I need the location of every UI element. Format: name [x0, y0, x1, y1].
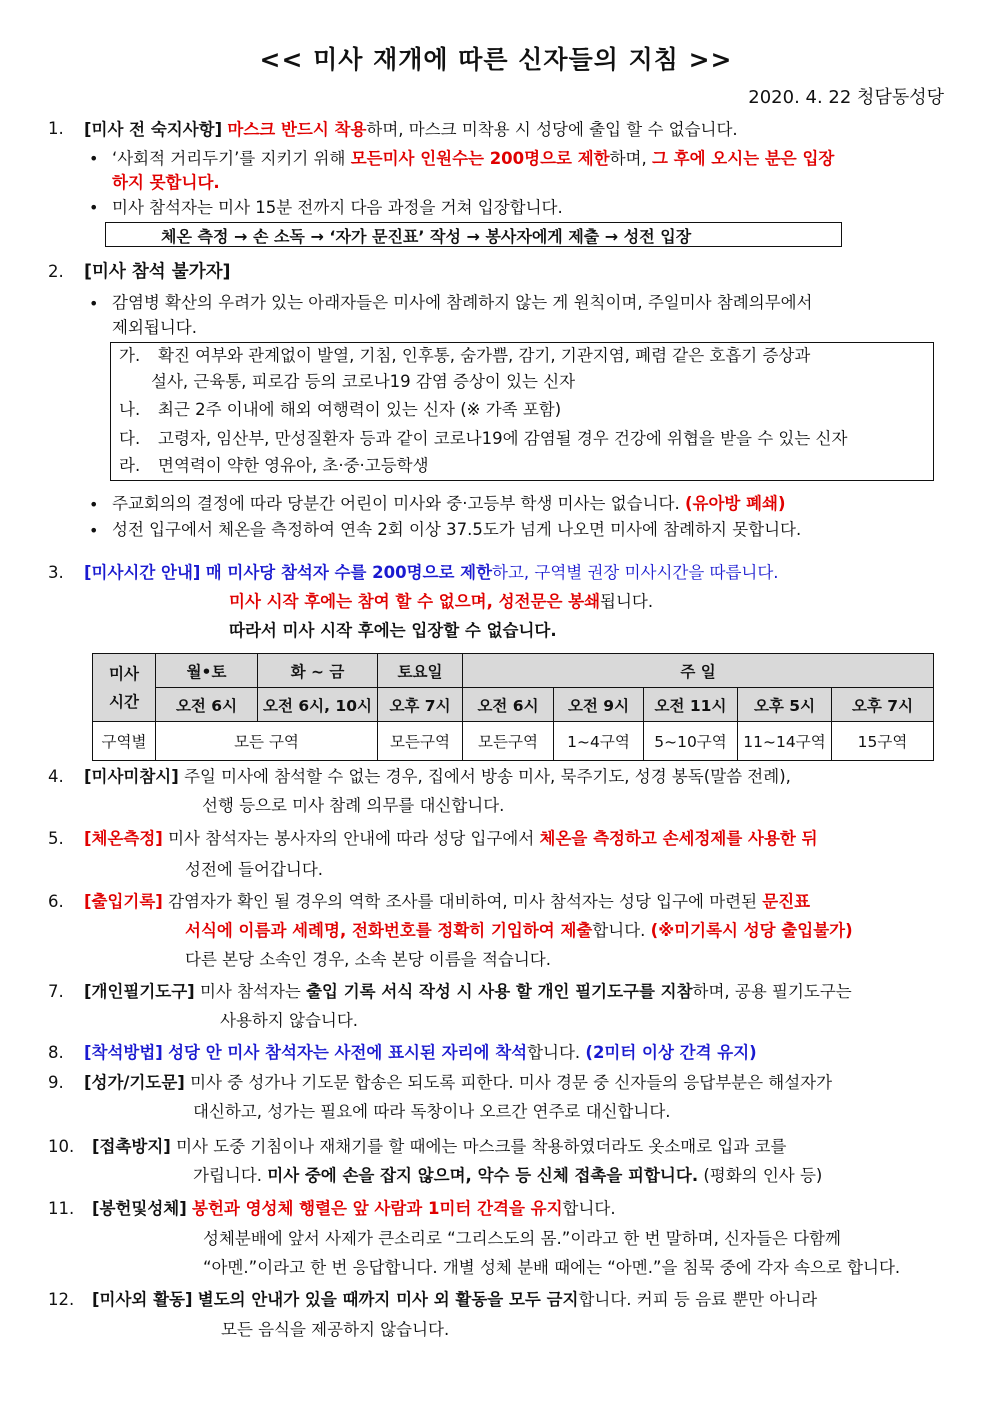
- body-text: 주일 미사에 참석할 수 없는 경우, 집에서 방송 미사, 묵주기도, 성경 봉독(말씀 전례),: [184, 767, 791, 786]
- excluded-list-box: [110, 342, 934, 481]
- section-tag: [성가/기도문]: [84, 1073, 185, 1092]
- table-header: 주 일: [463, 654, 934, 688]
- table-header: 시간: [109, 692, 139, 711]
- section-tag: [미사 참석 불가자]: [84, 262, 231, 282]
- body-text: 미사 중 성가나 기도문 합송은 되도록 피한다. 미사 경문 중 신자들의 응답부분은 해설자가: [190, 1073, 833, 1092]
- body-text-cont: “아멘.”이라고 한 번 응답합니다. 개별 성체 분배 때에는 “아멘.”을 침묵 중에 각자 속으로 합니다.: [203, 1258, 901, 1277]
- emphasis-blue: 성당 안 미사 참석자는 사전에 표시된 자리에 착석: [168, 1043, 528, 1062]
- table-cell: 11~14구역: [738, 722, 832, 761]
- section-number: 5.: [48, 829, 64, 848]
- emphasis-bold: 출입 기록 서식 작성 시 사용 할 개인 필기도구를 지참: [306, 982, 693, 1001]
- body-text: 미사 참석자는: [199, 982, 307, 1001]
- body-text: 미사 도중 기침이나 재채기를 할 때에는 마스크를 착용하였더라도 옷소매로 입과 코를: [176, 1137, 787, 1156]
- section-number: 6.: [48, 892, 64, 911]
- section-10-line: [92, 1136, 786, 1158]
- emphasis-red: (※미기록시 성당 출입불가): [650, 921, 853, 940]
- section-6-line-2: [185, 920, 853, 942]
- section-number: 8.: [48, 1043, 64, 1062]
- bullet-text: 미사 참석자는 미사 15분 전까지 다음 과정을 거쳐 입장합니다.: [112, 198, 563, 217]
- bullet-text: [112, 148, 834, 170]
- list-item-text: 고령자, 임산부, 만성질환자 등과 같이 코로나19에 감염될 경우 건강에 위협을 받을 수 있는 신자: [158, 429, 848, 448]
- emphasis-red: (유아방 폐쇄): [685, 494, 786, 513]
- table-header: 미사: [109, 664, 139, 683]
- table-header: 월•토: [156, 654, 258, 688]
- emphasis-red: 문진표: [762, 892, 811, 911]
- body-text: 합니다.: [527, 1043, 586, 1062]
- bullet-text: 성전 입구에서 체온을 측정하여 연속 2회 이상 37.5도가 넘게 나오면 미사에 참례하지 못합니다.: [112, 520, 802, 539]
- table-cell: 모든구역: [378, 722, 463, 761]
- list-mark: 나.: [119, 400, 141, 419]
- section-tag: [미사 전 숙지사항]: [84, 120, 223, 139]
- table-cell: 오전 6시, 10시: [258, 688, 378, 722]
- table-cell: 오전 9시: [554, 688, 644, 722]
- bullet-icon: •: [89, 495, 99, 514]
- list-mark: 라.: [119, 456, 141, 475]
- section-number: 4.: [48, 767, 64, 786]
- page-title: << 미사 재개에 따른 신자들의 지침 >>: [259, 45, 733, 74]
- section-tag: [봉헌및성체]: [92, 1199, 187, 1218]
- emphasis-red: 체온을 측정하고 손세정제를 사용한 뒤: [539, 829, 818, 848]
- bullet-text: [112, 493, 786, 515]
- section-7-line: [84, 981, 852, 1003]
- emphasis-red: 서식에 이름과 세례명, 전화번호를 정확히 기입하여 제출: [185, 921, 593, 940]
- bullet-icon: •: [89, 294, 99, 313]
- bullet-text: 감염병 확산의 우려가 있는 아래자들은 미사에 참례하지 않는 게 원칙이며, 주일미사 참례의무에서: [112, 293, 813, 312]
- table-header: 토요일: [378, 654, 463, 688]
- section-number: 12.: [48, 1290, 75, 1309]
- body-text: 합니다.: [562, 1199, 616, 1218]
- body-text: ‘사회적 거리두기’를 지키기 위해: [112, 149, 351, 168]
- body-text: 감염자가 확인 될 경우의 역학 조사를 대비하여, 미사 참석자는 성당 입구에 마련된: [168, 892, 763, 911]
- section-tag: [개인필기도구]: [84, 982, 195, 1001]
- section-4-line: [84, 766, 791, 788]
- bullet-text-cont: 하지 못합니다.: [112, 173, 220, 192]
- body-text: 하고,: [492, 563, 535, 582]
- section-tag: [미사미참시]: [84, 767, 179, 786]
- table-cell: 모든구역: [463, 722, 554, 761]
- section-tag: [체온측정]: [84, 829, 163, 848]
- section-tag: [착석방법]: [84, 1043, 163, 1062]
- emphasis-red: 모든미사 인원수는 200명으로 제한: [350, 149, 610, 168]
- section-tag: [미사시간 안내]: [84, 563, 201, 582]
- mass-schedule-table: [92, 653, 934, 761]
- list-item-text: 확진 여부와 관계없이 발열, 기침, 인후통, 숨가쁨, 감기, 기관지염, 폐렴 같은 호흡기 증상과: [158, 346, 811, 365]
- bullet-text-cont: 제외됩니다.: [112, 318, 197, 337]
- table-cell: 모든 구역: [156, 722, 378, 761]
- body-text: 미사 참석자는 봉사자의 안내에 따라 성당 입구에서: [168, 829, 540, 848]
- table-cell: 15구역: [832, 722, 934, 761]
- section-number: 10.: [48, 1137, 75, 1156]
- emphasis-blue: 구역별 권장 미사시간을 따릅니다.: [534, 563, 779, 582]
- table-cell: 오후 7시: [832, 688, 934, 722]
- section-number: 11.: [48, 1199, 75, 1218]
- emphasis-bold: 미사 중에 손을 잡지 않으며, 악수 등 신체 접촉을 피합니다.: [267, 1166, 699, 1185]
- section-tag: [미사외 활동]: [92, 1290, 193, 1309]
- body-text-cont: 다른 본당 소속인 경우, 소속 본당 이름을 적습니다.: [185, 950, 551, 969]
- body-text-cont: 선행 등으로 미사 참례 의무를 대신합니다.: [202, 796, 505, 815]
- table-cell: 5~10구역: [644, 722, 738, 761]
- section-number: 1.: [48, 119, 64, 138]
- body-text: 합니다. 커피 등 음료 뿐만 아니라: [578, 1290, 818, 1309]
- body-text-cont: 성체분배에 앞서 사제가 큰소리로 “그리스도의 몸.”이라고 한 번 말하며, 신자들은 다함께: [203, 1229, 841, 1248]
- section-11-line: [92, 1198, 616, 1220]
- body-text-cont: 대신하고, 성가는 필요에 따라 독창이나 오르간 연주로 대신합니다.: [193, 1102, 671, 1121]
- entry-flow-text: 체온 측정 → 손 소독 → ‘자가 문진표’ 작성 → 봉사자에게 제출 → 성전 입장: [161, 227, 692, 246]
- body-text: (평화의 인사 등): [698, 1166, 823, 1185]
- section-number: 3.: [48, 563, 64, 582]
- body-text: 하며, 마스크 미착용 시 성당에 출입 할 수 없습니다.: [366, 120, 738, 139]
- section-12-line: [92, 1289, 817, 1311]
- table-cell: 오후 7시: [378, 688, 463, 722]
- body-text: 합니다.: [592, 921, 651, 940]
- closing-notice: [229, 591, 653, 613]
- entry-notice: 따라서 미사 시작 후에는 입장할 수 없습니다.: [229, 621, 557, 640]
- emphasis-blue: (2미터 이상 간격 유지): [585, 1043, 757, 1062]
- table-cell: 오후 5시: [738, 688, 832, 722]
- emphasis-bold: 별도의 안내가 있을 때까지 미사 외 활동을 모두 금지: [197, 1290, 579, 1309]
- body-text-cont: 성전에 들어갑니다.: [185, 860, 324, 879]
- list-mark: 다.: [119, 429, 141, 448]
- section-tag: [접촉방지]: [92, 1137, 171, 1156]
- body-text: 가립니다.: [193, 1166, 268, 1185]
- emphasis-red: 그 후에 오시는 분은 입장: [651, 149, 835, 168]
- section-number: 2.: [48, 262, 64, 281]
- section-tag: [출입기록]: [84, 892, 163, 911]
- body-text-cont: 사용하지 않습니다.: [220, 1011, 359, 1030]
- table-cell: 1~4구역: [554, 722, 644, 761]
- body-text: 됩니다.: [600, 592, 654, 611]
- list-item-text-cont: 설사, 근육통, 피로감 등의 코로나19 감염 증상이 있는 신자: [151, 372, 576, 391]
- body-text: 하며,: [609, 149, 652, 168]
- list-mark: 가.: [119, 346, 141, 365]
- emphasis-red: 미사 시작 후에는 참여 할 수 없으며, 성전문은 봉쇄: [229, 592, 601, 611]
- section-6-line: [84, 891, 810, 913]
- section-3-line: [84, 562, 779, 584]
- section-1-line: [84, 119, 738, 141]
- table-cell: 오전 11시: [644, 688, 738, 722]
- entry-flow-box: [105, 222, 842, 247]
- section-9-line: [84, 1072, 832, 1094]
- section-number: 9.: [48, 1073, 64, 1092]
- table-cell: 오전 6시: [156, 688, 258, 722]
- section-10-line-2: [193, 1165, 822, 1187]
- list-item-text: 최근 2주 이내에 해외 여행력이 있는 신자 (※ 가족 포함): [158, 400, 562, 419]
- emphasis-blue: 매 미사당 참석자 수를 200명으로 제한: [205, 563, 493, 582]
- emphasis-red: 봉헌과 영성체 행렬은 앞 사람과 1미터 간격을 유지: [192, 1199, 563, 1218]
- body-text: 주교회의의 결정에 따라 당분간 어린이 미사와 중·고등부 학생 미사는 없습니다.: [112, 494, 685, 513]
- emphasis-red: 마스크 반드시 착용: [227, 120, 367, 139]
- list-item-text: 면역력이 약한 영유아, 초·중·고등학생: [158, 456, 429, 475]
- date-line: 2020. 4. 22 청담동성당: [748, 87, 944, 108]
- body-text-cont: 모든 음식을 제공하지 않습니다.: [221, 1320, 450, 1339]
- bullet-icon: •: [89, 149, 99, 168]
- section-number: 7.: [48, 982, 64, 1001]
- bullet-icon: •: [89, 521, 99, 540]
- section-8-line: [84, 1042, 757, 1064]
- table-corner-cell: [93, 654, 156, 722]
- section-5-line: [84, 828, 818, 850]
- bullet-icon: •: [89, 198, 99, 217]
- body-text: 하며, 공용 필기도구는: [692, 982, 852, 1001]
- table-row-label: 구역별: [93, 722, 156, 761]
- table-cell: 오전 6시: [463, 688, 554, 722]
- table-header: 화 ~ 금: [258, 654, 378, 688]
